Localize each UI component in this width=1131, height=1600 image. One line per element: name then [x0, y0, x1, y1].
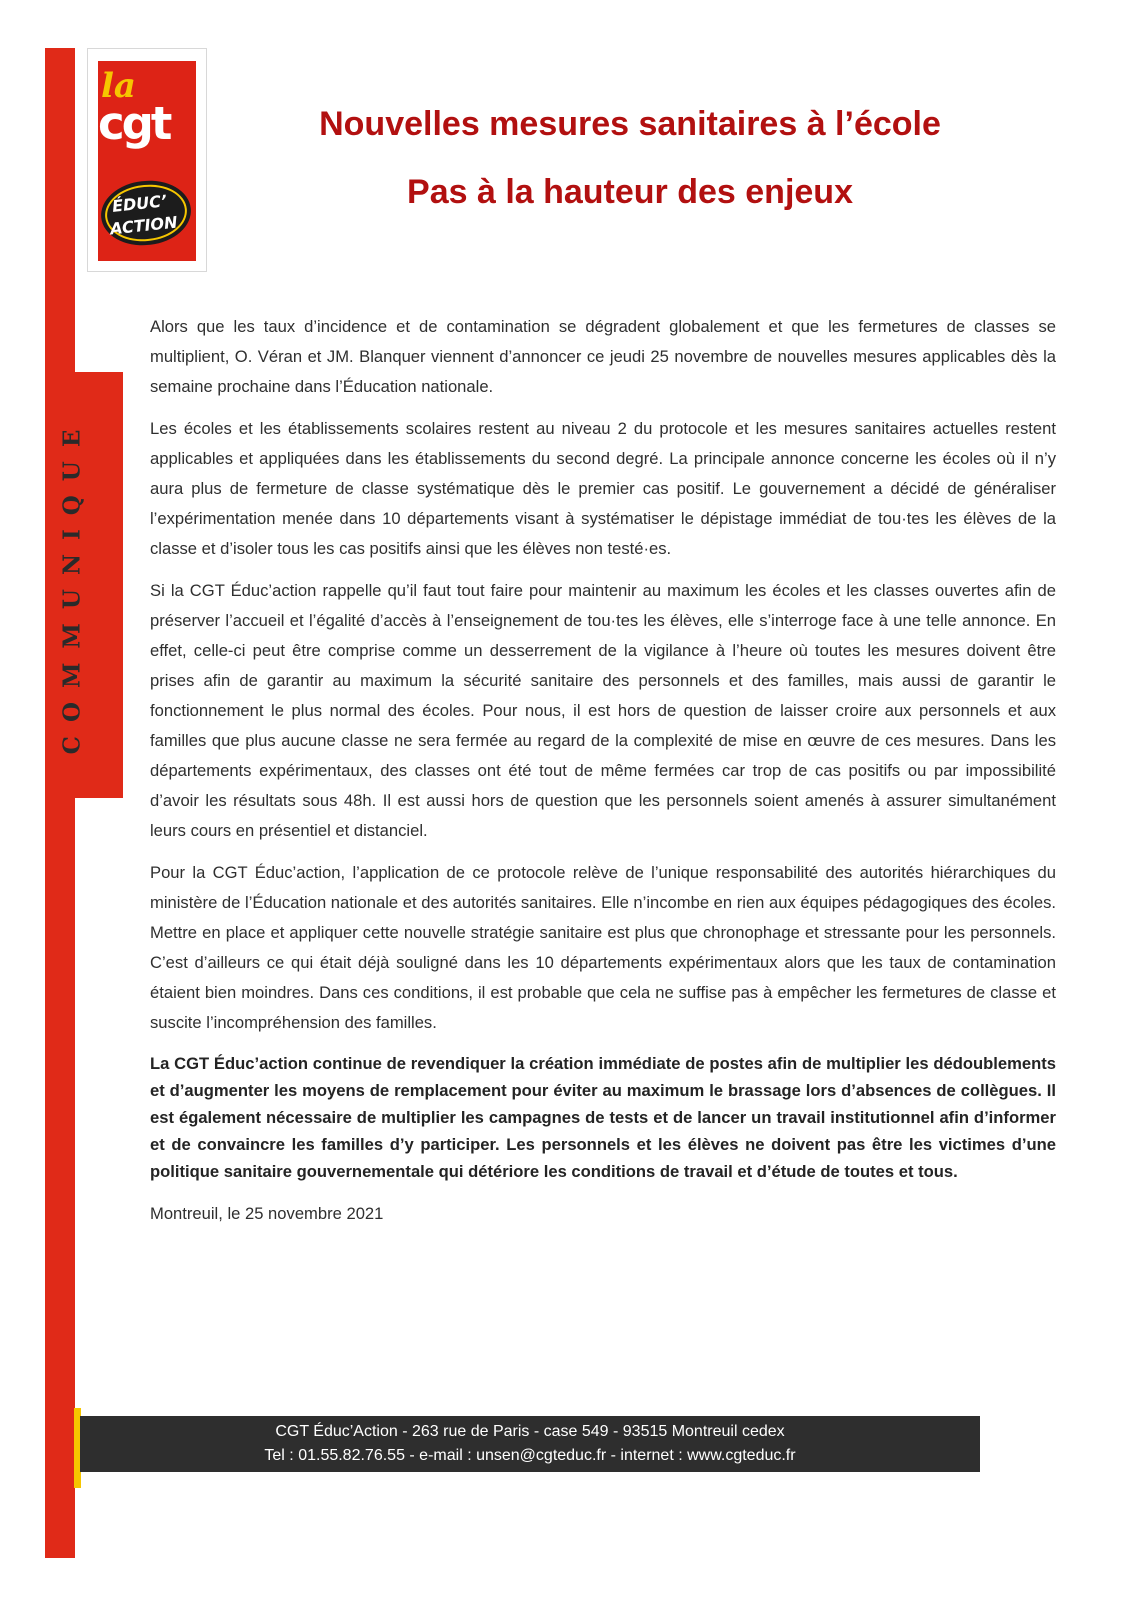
logo-cgt-text: cgt [98, 97, 170, 150]
logo-educ-text: ÉDUC’ [111, 191, 168, 216]
footer-address: CGT Éduc’Action - 263 rue de Paris - case 549 - 93515 Montreuil cedex [275, 1423, 785, 1440]
signoff-date: Montreuil, le 25 novembre 2021 [150, 1204, 384, 1223]
page-subtitle: Pas à la hauteur des enjeux [407, 173, 853, 211]
paragraph-responsibility: Pour la CGT Éduc’action, l’application de ce protocole relève de l’unique responsabilité des autorités hiérarchiques du ministère de l’Éducation nationale et des autorités sanitaires. Elle n’incombe en rien aux équipes pédagogiques des écoles. Mettre en place et appliquer cette nouvelle stratégie sanitaire est plus que chronophage et stressante pour les personnels. C’est d’ailleurs ce qui était déjà souligné dans les 10 départements expérimentaux alors que les taux de contamination étaient bien moindres. Dans ces conditions, il est probable que cela ne suffise pas à empêcher les fermetures de classe et suscite l’incompréhension des familles. [150, 863, 1056, 1032]
paragraph-intro: Alors que les taux d’incidence et de contamination se dégradent globalement et que les fermetures de classes se multiplient, O. Véran et JM. Blanquer viennent d’annoncer ce jeudi 25 novembre de nouvelles mesures applicables dès la semaine prochaine dans l’Éducation nationale. [150, 317, 1056, 396]
paragraph-demands: La CGT Éduc’action continue de revendiquer la création immédiate de postes afin de multiplier les dédoublements et d’augmenter les moyens de remplacement pour éviter au maximum le brassage lors d’absences de collègues. Il est également nécessaire de multiplier les campagnes de tests et de lancer un travail institutionnel afin d’informer et de convaincre les familles d’y participer. Les personnels et les élèves ne doivent pas être les victimes d’une politique sanitaire gouvernementale qui détériore les conditions de travail et d’étude de toutes et tous. [150, 1054, 1056, 1181]
logo-la-text: la [101, 66, 136, 106]
cgt-educaction-logo [87, 48, 207, 272]
document-body [150, 312, 1056, 1241]
communique-label: COMMUNIQUE [58, 415, 86, 755]
footer-contact-details: Tel : 01.55.82.76.55 - e-mail : unsen@cgteduc.fr - internet : www.cgteduc.fr [264, 1447, 796, 1464]
page-title: Nouvelles mesures sanitaires à l’école [319, 105, 941, 143]
logo-red-block [98, 61, 196, 261]
paragraph-protocol: Les écoles et les établissements scolaires restent au niveau 2 du protocole et les mesures sanitaires actuelles restent applicables et appliquées dans les établissements du second degré. La principale annonce concerne les écoles où il n’y aura plus de fermeture de classe systématique dès le premier cas positif. Le gouvernement a décidé de généraliser l’expérimentation menée dans 10 départements visant à systématiser le dépistage immédiat de tou·tes les élèves de la classe et d’isoler tous les cas positifs ainsi que les élèves non testé·es. [150, 419, 1056, 558]
footer-contact [80, 1416, 980, 1472]
logo-action-text: ACTION [109, 212, 179, 239]
paragraph-position: Si la CGT Éduc’action rappelle qu’il faut tout faire pour maintenir au maximum les écoles et les classes ouvertes afin de préserver l’accueil et l’égalité d’accès à l’enseignement de tou·tes les élèves, elle s’interroge face à une telle annonce. En effet, celle-ci peut être comprise comme un desserrement de la vigilance à l’heure où toutes les mesures doivent être prises afin de garantir au maximum la sécurité sanitaire des personnels et des familles, mais aussi de garantir le fonctionnement le plus normal des écoles. Pour nous, il est hors de question de laisser croire aux personnels et aux familles que plus aucune classe ne sera fermée au regard de la complexité de mise en œuvre de ces mesures. Dans les départements expérimentaux, des classes ont été tout de même fermées car trop de cas positifs ou par impossibilité d’avoir les résultats sous 48h. Il est aussi hors de question que les personnels soient amenés à assurer simultanément leurs cours en présentiel et distanciel. [150, 581, 1056, 840]
left-accent-bar [45, 48, 75, 1558]
